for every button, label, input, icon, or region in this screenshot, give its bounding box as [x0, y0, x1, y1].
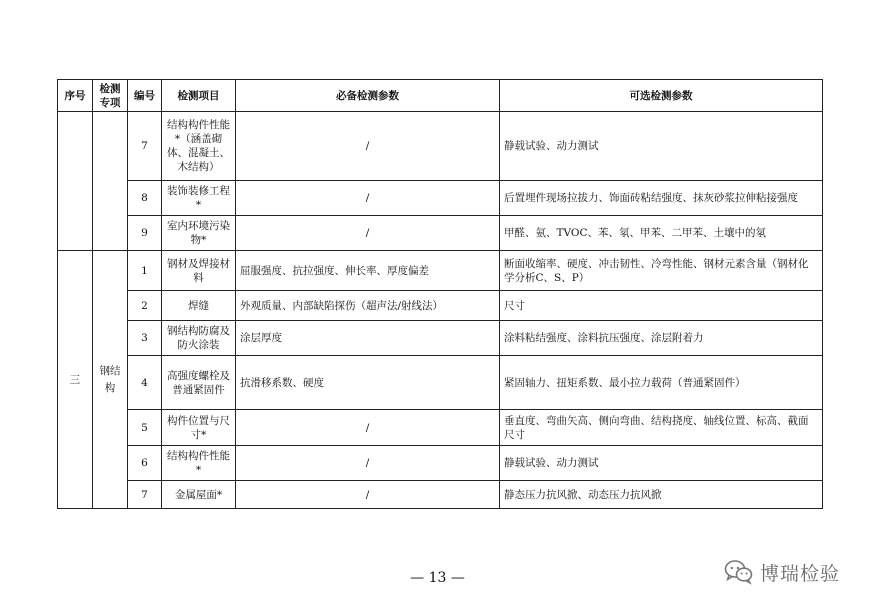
required-cell: / — [236, 446, 500, 481]
header-item: 检测项目 — [162, 80, 236, 112]
code-cell: 8 — [128, 181, 162, 216]
table-row — [58, 321, 823, 356]
required-cell: / — [236, 181, 500, 216]
table-row — [58, 216, 823, 251]
table-row — [58, 481, 823, 509]
header-code: 编号 — [128, 80, 162, 112]
watermark-text: 博瑞检验 — [760, 562, 841, 585]
item-cell: 钢结构防腐及防火涂装 — [162, 321, 236, 356]
inspection-table — [57, 79, 823, 509]
table-row — [58, 291, 823, 321]
item-cell: 室内环境污染物* — [162, 216, 236, 251]
seq-cell-steel: 三 — [58, 251, 93, 509]
table-row — [58, 251, 823, 291]
optional-cell: 静载试验、动力测试 — [500, 112, 823, 181]
watermark — [724, 554, 840, 590]
item-cell: 金属屋面* — [162, 481, 236, 509]
required-cell: / — [236, 410, 500, 446]
item-cell: 高强度螺栓及普通紧固件 — [162, 356, 236, 410]
code-cell: 4 — [128, 356, 162, 410]
header-category: 检测专项 — [93, 80, 128, 112]
optional-cell: 紧固轴力、扭矩系数、最小拉力载荷（普通紧固件） — [500, 356, 823, 410]
code-cell: 5 — [128, 410, 162, 446]
item-cell: 装饰装修工程* — [162, 181, 236, 216]
optional-cell: 静态压力抗风掀、动态压力抗风掀 — [500, 481, 823, 509]
header-seq: 序号 — [58, 80, 93, 112]
code-cell: 3 — [128, 321, 162, 356]
item-cell: 结构构件性能* — [162, 446, 236, 481]
header-required: 必备检测参数 — [236, 80, 500, 112]
item-cell: 构件位置与尺寸* — [162, 410, 236, 446]
table-row — [58, 181, 823, 216]
optional-cell: 后置埋件现场拉拔力、饰面砖粘结强度、抹灰砂浆拉伸粘接强度 — [500, 181, 823, 216]
seq-cell-prev — [58, 112, 93, 251]
table-row — [58, 356, 823, 410]
page-number: — 13 — — [410, 570, 465, 586]
wechat-logo-icon — [724, 559, 754, 585]
optional-cell: 断面收缩率、硬度、冲击韧性、冷弯性能、钢材元素含量（钢材化学分析C、S、P） — [500, 251, 823, 291]
category-cell-steel: 钢结构 — [93, 251, 128, 509]
code-cell: 1 — [128, 251, 162, 291]
table-row — [58, 112, 823, 181]
optional-cell: 甲醛、氨、TVOC、苯、氡、甲苯、二甲苯、土壤中的氡 — [500, 216, 823, 251]
table-row — [58, 410, 823, 446]
optional-cell: 尺寸 — [500, 291, 823, 321]
item-cell: 钢材及焊接材料 — [162, 251, 236, 291]
required-cell: 外观质量、内部缺陷探伤（超声法/射线法） — [236, 291, 500, 321]
required-cell: / — [236, 481, 500, 509]
header-optional: 可选检测参数 — [500, 80, 823, 112]
required-cell: / — [236, 216, 500, 251]
optional-cell: 垂直度、弯曲矢高、侧向弯曲、结构挠度、轴线位置、标高、截面尺寸 — [500, 410, 823, 446]
optional-cell: 静载试验、动力测试 — [500, 446, 823, 481]
code-cell: 2 — [128, 291, 162, 321]
code-cell: 6 — [128, 446, 162, 481]
code-cell: 7 — [128, 481, 162, 509]
required-cell: 涂层厚度 — [236, 321, 500, 356]
required-cell: / — [236, 112, 500, 181]
code-cell: 9 — [128, 216, 162, 251]
optional-cell: 涂料粘结强度、涂料抗压强度、涂层附着力 — [500, 321, 823, 356]
table-row — [58, 446, 823, 481]
required-cell: 抗滑移系数、硬度 — [236, 356, 500, 410]
required-cell: 屈服强度、抗拉强度、伸长率、厚度偏差 — [236, 251, 500, 291]
item-cell: 焊缝 — [162, 291, 236, 321]
table-header-row — [58, 80, 823, 112]
category-cell-prev — [93, 112, 128, 251]
item-cell: 结构构件性能*（涵盖砌体、混凝土、木结构） — [162, 112, 236, 181]
code-cell: 7 — [128, 112, 162, 181]
